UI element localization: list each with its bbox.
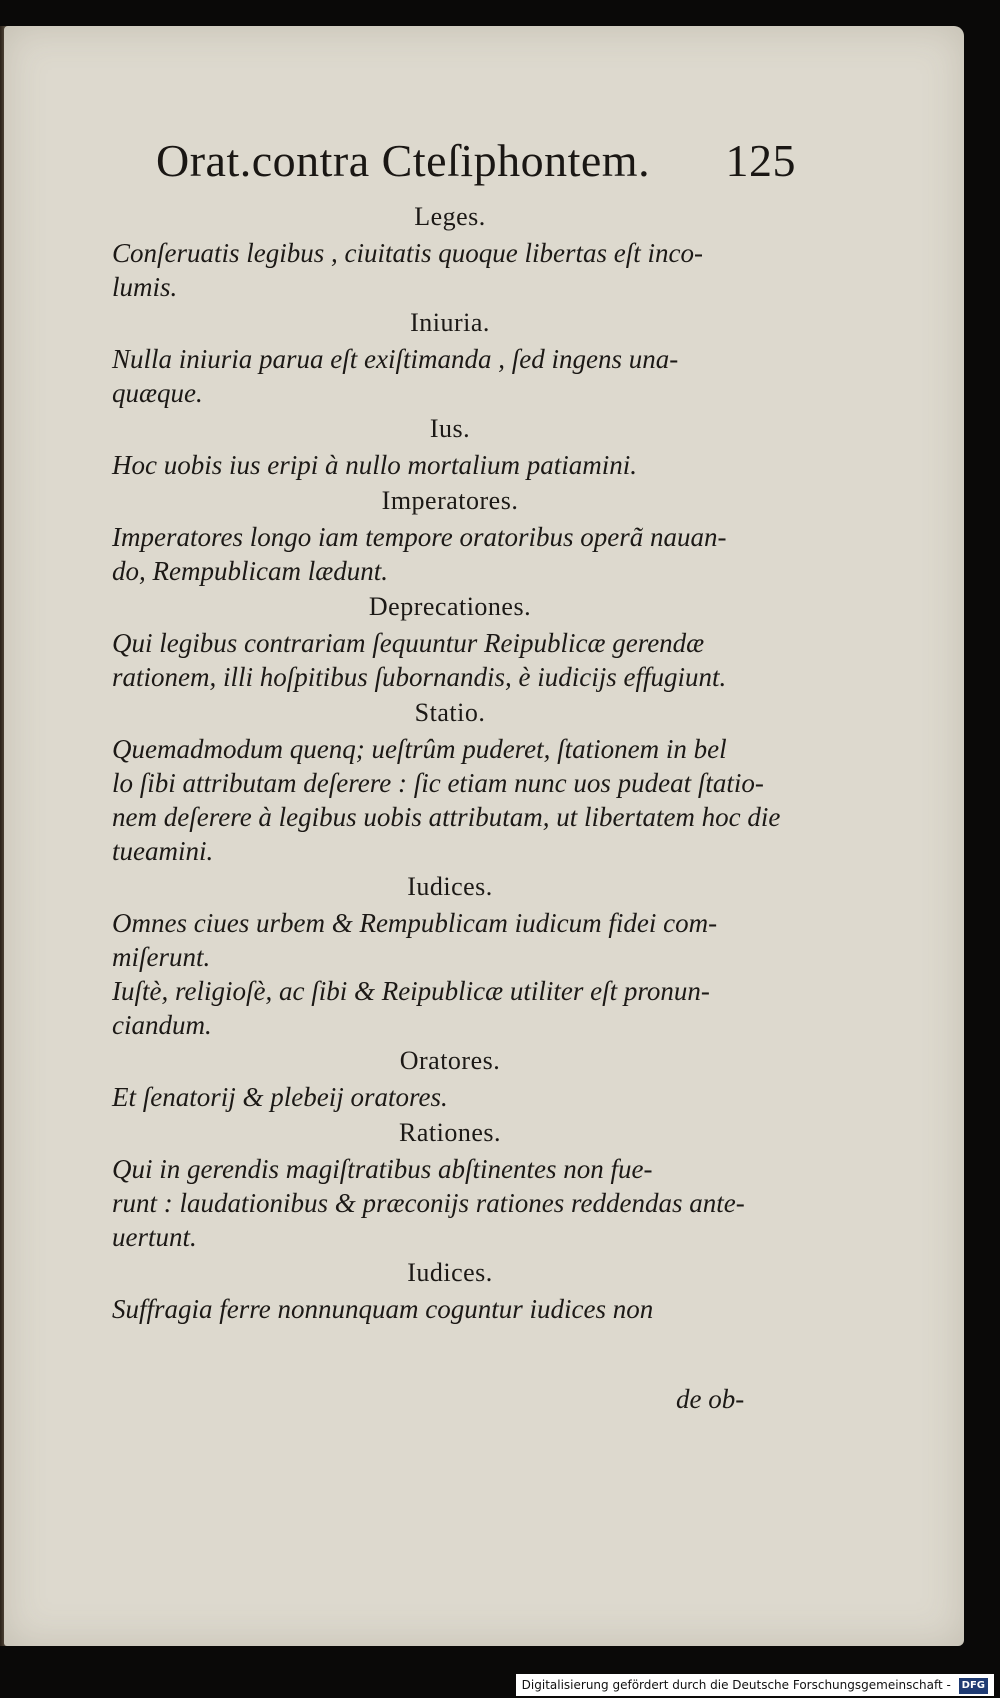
text-line: Iuſtè, religioſè, ac ſibi & Reipublicæ utiliter eſt pronun-	[112, 976, 710, 1006]
text-line: Suffragia ferre nonnunquam coguntur iudices non	[112, 1294, 654, 1324]
text-line: Conſeruatis legibus , ciuitatis quoque libertas eſt inco-	[112, 238, 703, 268]
section-heading: Rationes.	[399, 1118, 501, 1147]
text-line: quæque.	[112, 378, 203, 408]
section-paragraph	[112, 1080, 788, 1114]
text-line: Imperatores longo iam tempore oratoribus operã nauan-	[112, 522, 727, 552]
text-line: Hoc uobis ius eripi à nullo mortalium patiamini.	[112, 450, 638, 480]
footer-credit	[516, 1674, 994, 1696]
text-line: lumis.	[112, 272, 178, 302]
text-line: Qui legibus contrariam ſequuntur Reipublicæ gerendæ	[112, 628, 705, 658]
section-paragraph	[112, 906, 788, 1042]
page-number: 125	[725, 135, 796, 186]
text-line: miſerunt.	[112, 942, 211, 972]
section-paragraph	[112, 1152, 788, 1254]
running-header	[156, 134, 796, 194]
section-heading: Iudices.	[407, 1258, 493, 1287]
footer-text: Digitalisierung gefördert durch die Deutsche Forschungsgemeinschaft -	[521, 1678, 951, 1692]
section-paragraph	[112, 626, 788, 694]
catchword: de ob-	[676, 1384, 745, 1414]
dfg-logo: DFG	[959, 1678, 988, 1694]
text-line: Omnes ciues urbem & Rempublicam iudicum fidei com-	[112, 908, 718, 938]
section-paragraph	[112, 236, 788, 304]
section-heading: Imperatores.	[381, 486, 519, 515]
section-heading: Deprecationes.	[368, 592, 532, 621]
text-line: lo ſibi attributam deſerere : ſic etiam nunc uos pudeat ſtatio-	[112, 768, 764, 798]
text-line: uertunt.	[112, 1222, 197, 1252]
section-heading: Iudices.	[407, 872, 493, 901]
section-heading: Statio.	[414, 698, 486, 727]
section-heading: Ius.	[429, 414, 471, 443]
section-paragraph	[112, 1292, 788, 1326]
text-line: Qui in gerendis magiſtratibus abſtinentes non fue-	[112, 1154, 653, 1184]
text-line: rationem, illi hoſpitibus ſubornandis, è iudicijs effugiunt.	[112, 662, 727, 692]
section-heading: Iniuria.	[410, 308, 490, 337]
section-heading: Oratores.	[399, 1046, 501, 1075]
section-paragraph	[112, 448, 788, 482]
text-line: do, Rempublicam lædunt.	[112, 556, 388, 586]
page-body	[112, 198, 788, 1326]
text-line: ciandum.	[112, 1010, 212, 1040]
section-heading: Leges.	[414, 202, 486, 231]
text-line: Quemadmodum quenq; ueſtrûm puderet, ſtationem in bel	[112, 734, 727, 764]
text-line: tueamini.	[112, 836, 214, 866]
text-line: Nulla iniuria parua eſt exiſtimanda , ſed ingens una-	[112, 344, 679, 374]
section-paragraph	[112, 342, 788, 410]
text-line: Et ſenatorij & plebeij oratores.	[112, 1082, 448, 1112]
section-paragraph	[112, 732, 788, 868]
text-line: runt : laudationibus & præconijs rationes reddendas ante-	[112, 1188, 745, 1218]
section-paragraph	[112, 520, 788, 588]
text-line: nem deſerere à legibus uobis attributam, ut libertatem hoc die	[112, 802, 781, 832]
running-title: Orat.contra Cteſiphontem.	[156, 135, 651, 186]
